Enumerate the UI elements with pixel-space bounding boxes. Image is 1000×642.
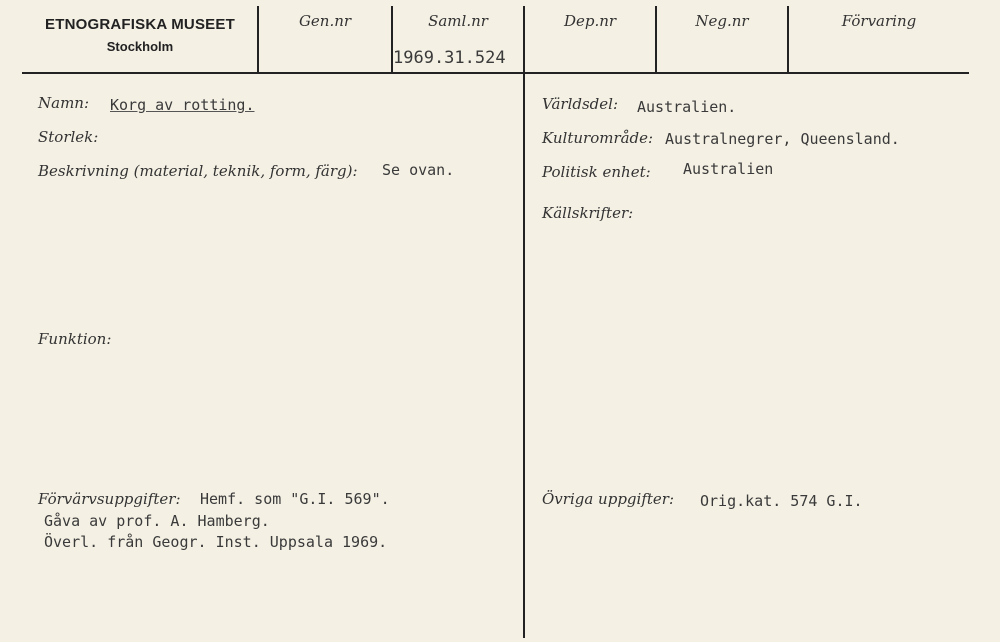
header-gen-nr: Gen.nr [298, 12, 352, 30]
header-rule [22, 72, 969, 74]
forvarv-line2: Gåva av prof. A. Hamberg. [44, 512, 270, 530]
header-saml-nr: Saml.nr [428, 12, 488, 30]
beskrivning-value: Se ovan. [382, 161, 455, 179]
varldsdel-value: Australien. [637, 98, 737, 116]
forvarv-line3: Överl. från Geogr. Inst. Uppsala 1969. [44, 533, 388, 551]
storlek-label: Storlek: [38, 128, 99, 146]
ovriga-value: Orig.kat. 574 G.I. [700, 492, 863, 510]
forvarv-label: Förvärvsuppgifter: [38, 490, 181, 508]
ovriga-label: Övriga uppgifter: [542, 490, 674, 508]
museum-block [30, 16, 250, 54]
namn-value: Korg av rotting. [110, 96, 255, 114]
saml-nr-value: 1969.31.524 [393, 48, 506, 68]
header-dep-nr: Dep.nr [563, 12, 617, 30]
varldsdel-label: Världsdel: [542, 95, 618, 113]
politisk-label: Politisk enhet: [542, 163, 651, 181]
politisk-value: Australien [683, 160, 774, 178]
beskrivning-label: Beskrivning (material, teknik, form, färg): [38, 162, 358, 180]
header-forvaring: Förvaring [841, 12, 917, 30]
funktion-label: Funktion: [38, 330, 112, 348]
forvarv-line1: Hemf. som "G.I. 569". [200, 490, 390, 508]
kallskrifter-label: Källskrifter: [542, 204, 634, 222]
museum-name: ETNOGRAFISKA MUSEET [45, 16, 235, 33]
kultur-value: Australnegrer, Queensland. [665, 130, 900, 148]
header-neg-nr: Neg.nr [695, 12, 749, 30]
museum-city: Stockholm [106, 39, 174, 54]
kultur-label: Kulturområde: [542, 129, 654, 147]
center-divider [523, 72, 525, 638]
namn-label: Namn: [38, 94, 90, 112]
